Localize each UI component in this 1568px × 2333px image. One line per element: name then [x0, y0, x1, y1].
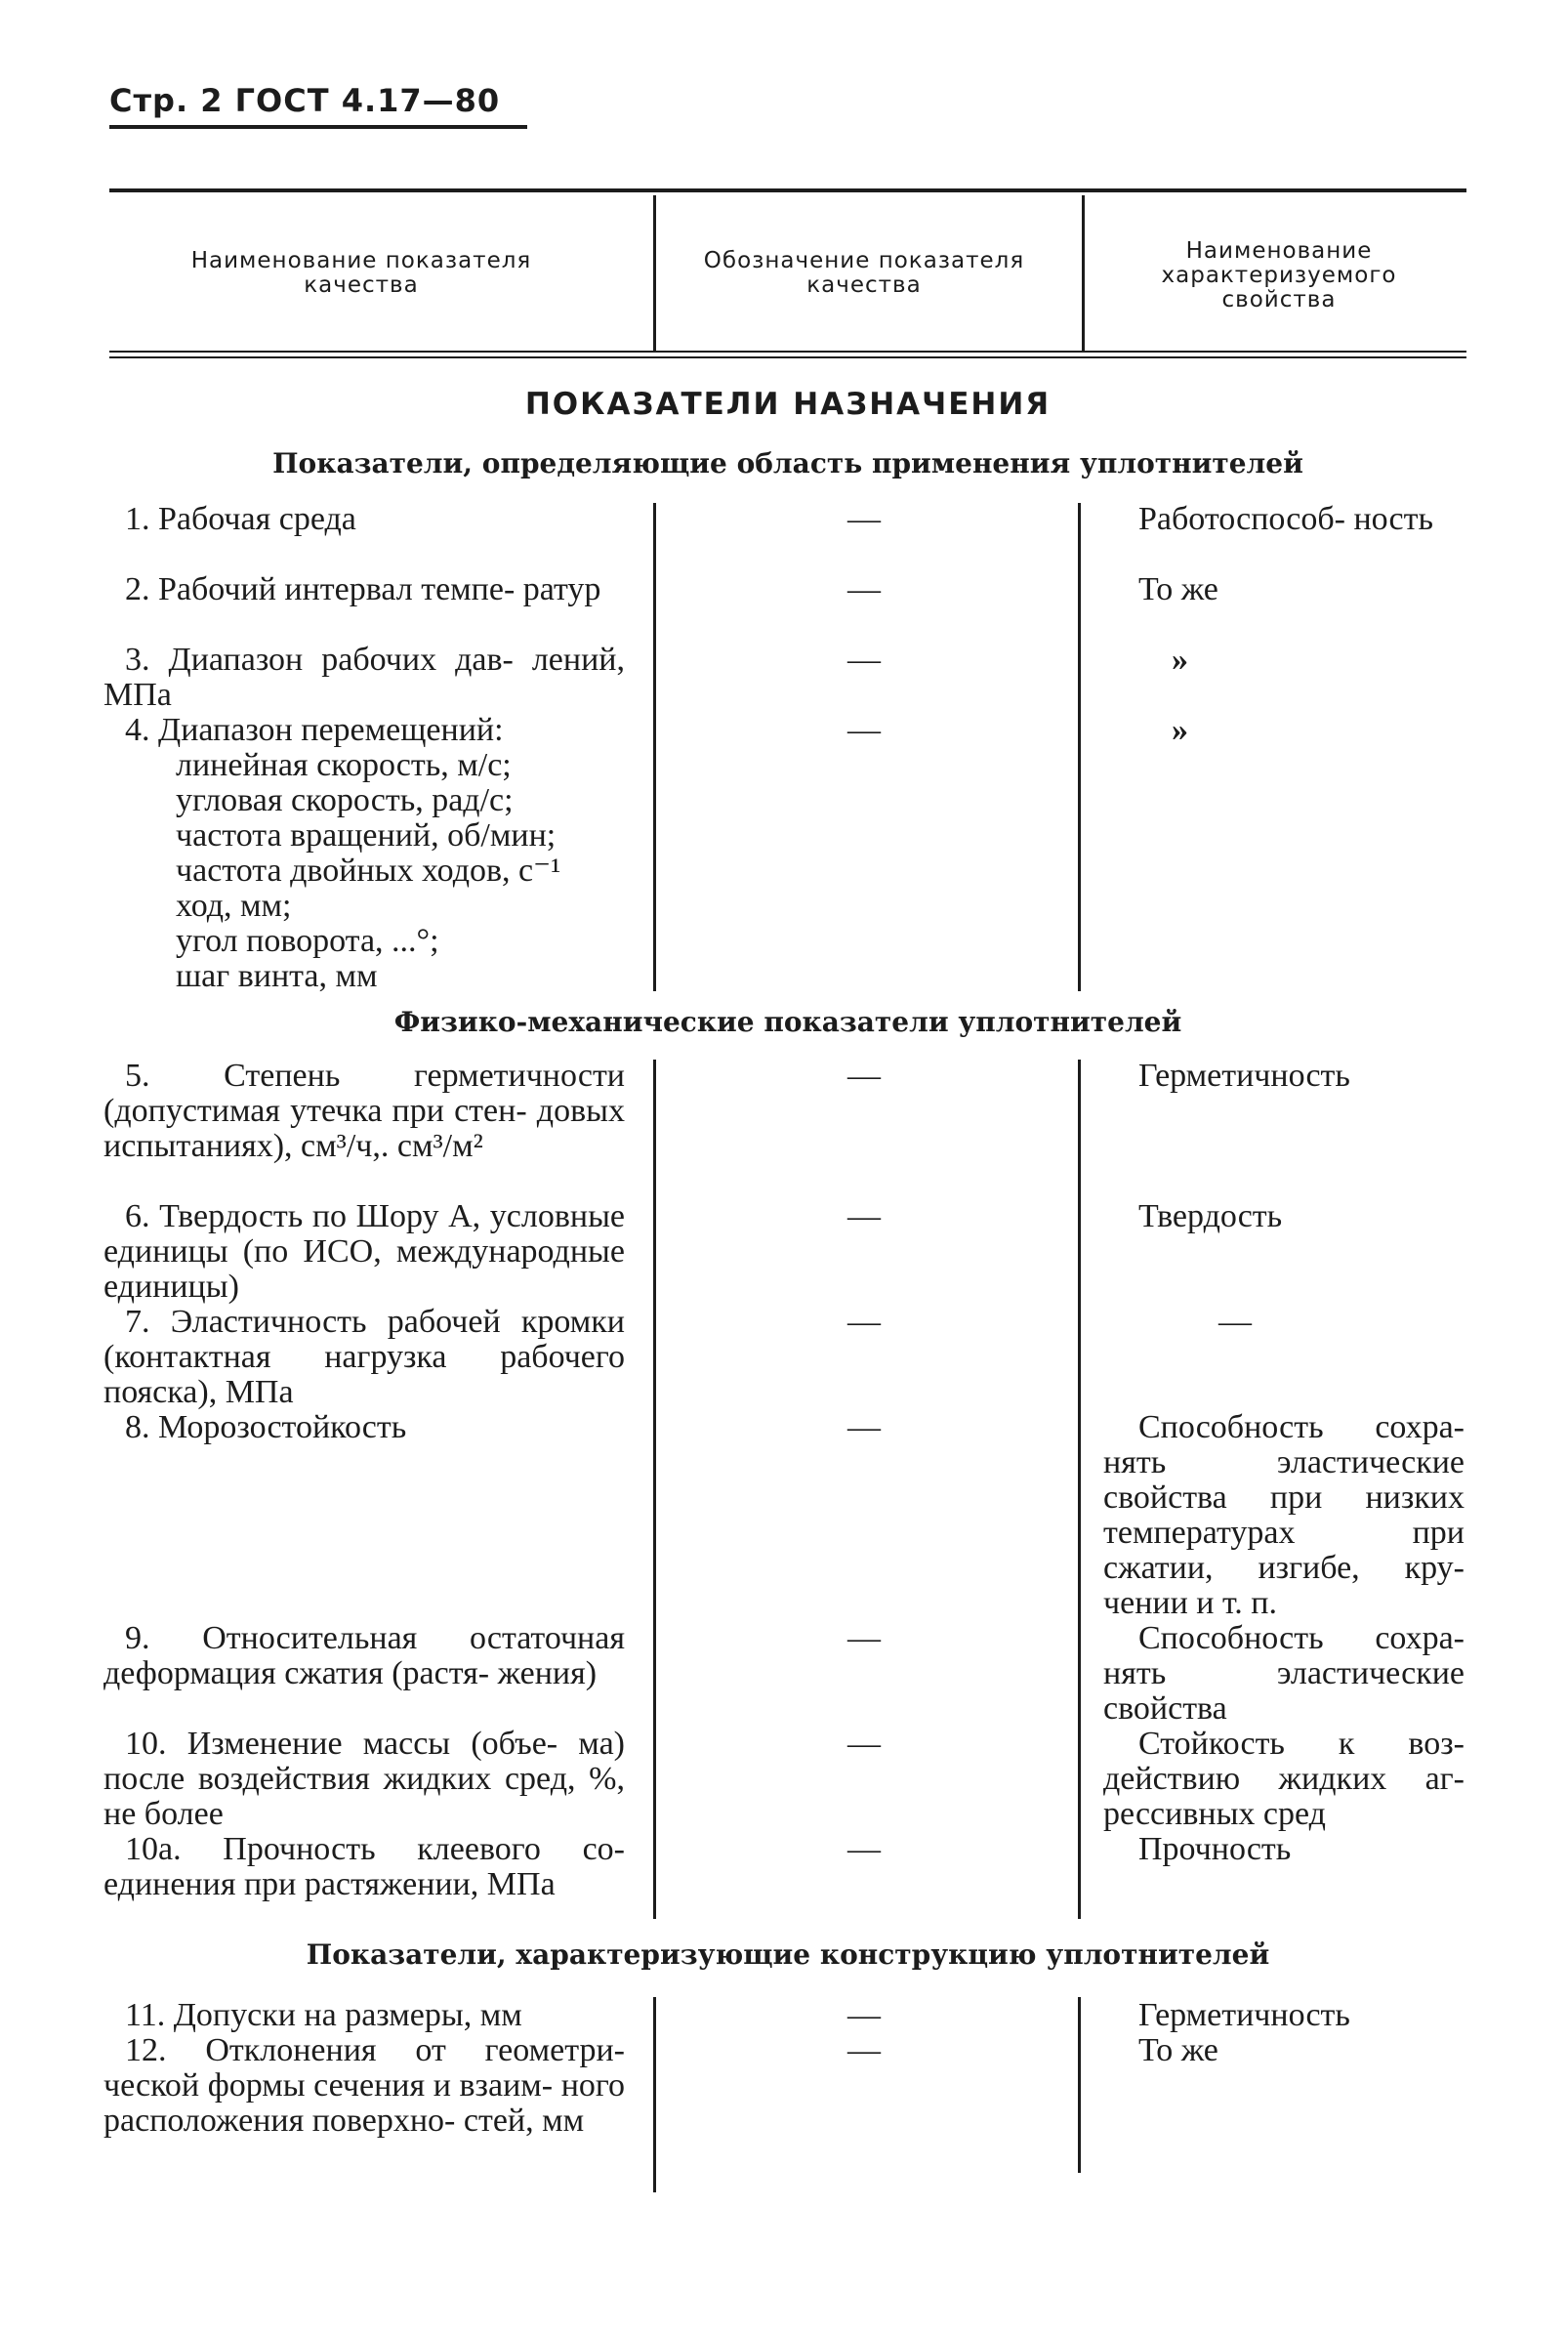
indicator-property: Способность сохра- нять эластические свойства: [1103, 1620, 1465, 1727]
indicator-designation: —: [847, 1620, 881, 1656]
indicator-name: 1. Рабочая среда: [125, 501, 356, 537]
indicator-designation: —: [847, 501, 881, 537]
movement-subitem: угол поворота, ...°;: [176, 923, 439, 959]
header-column-divider: [653, 195, 656, 352]
indicator-designation: —: [847, 1409, 881, 1445]
indicator-designation: —: [847, 1058, 881, 1094]
movement-subitem: шаг винта, мм: [176, 958, 378, 994]
indicator-name: 10. Изменение массы (объе- ма) после воздействия жидких сред, %, не более: [103, 1726, 625, 1832]
movement-subitem: частота двойных ходов, с⁻¹: [176, 853, 561, 889]
indicator-designation: —: [847, 642, 881, 678]
indicator-designation: —: [847, 1831, 881, 1867]
indicator-name: 12. Отклонения от геометри- ческой формы сечения и взаим- ного расположения поверхно- стей, мм: [103, 2032, 625, 2139]
indicator-designation: —: [847, 1304, 881, 1340]
indicator-property: Герметичность: [1138, 1058, 1350, 1094]
section-title: Показатели, определяющие область применения уплотнителей: [272, 447, 1303, 479]
indicator-name: 6. Твердость по Шору А, условные единицы (по ИСО, международные единицы): [103, 1198, 625, 1305]
header-column-divider: [1082, 195, 1085, 352]
indicator-name: 4. Диапазон перемещений: линейная скорость, м/с; угловая скорость, рад/с; частота вращений, об/мин; частота двойных ходов, с⁻¹ ход, мм; угол поворота, ...°; шаг винта, мм: [103, 713, 625, 994]
indicator-name: 8. Морозостойкость: [125, 1409, 407, 1445]
indicator-designation: —: [847, 1198, 881, 1234]
indicator-property: —: [1218, 1304, 1252, 1340]
column-header-designation: Обозначение показателя качества: [703, 248, 1025, 298]
movement-subitem: частота вращений, об/мин;: [176, 817, 557, 854]
indicator-property: Стойкость к воз- действию жидких аг- рессивных сред: [1103, 1726, 1465, 1832]
indicator-property: »: [1172, 712, 1188, 748]
column-divider: [1078, 1060, 1081, 1919]
indicator-name: 10а. Прочность клеевого со- единения при растяжении, МПа: [103, 1831, 625, 1902]
indicator-designation: —: [847, 712, 881, 748]
movement-subitem: линейная скорость, м/с;: [176, 747, 512, 783]
indicator-designation: —: [847, 571, 881, 607]
indicator-property: Работоспособ- ность: [1138, 501, 1433, 537]
indicator-property: Прочность: [1138, 1831, 1292, 1867]
column-divider: [653, 503, 656, 991]
column-divider: [653, 1997, 656, 2192]
indicator-property: То же: [1138, 2032, 1218, 2068]
indicator-designation: —: [847, 1997, 881, 2033]
purpose-indicators-title: ПОКАЗАТЕЛИ НАЗНАЧЕНИЯ: [524, 387, 1052, 422]
column-divider: [1078, 1997, 1081, 2173]
header-bottom-rule: [109, 356, 1466, 358]
page-header: Стр. 2 ГОСТ 4.17—80: [109, 82, 501, 119]
column-header-property: Наименование характеризуемого свойства: [1161, 238, 1397, 312]
indicator-name: 11. Допуски на размеры, мм: [125, 1997, 522, 2033]
header-bottom-rule: [109, 351, 1466, 353]
indicator-designation: —: [847, 2032, 881, 2068]
movement-subitem: ход, мм;: [176, 888, 292, 924]
indicator-property: Способность сохра- нять эластические свойства при низких температурах при сжатии, изгибе, кру- чении и т. п.: [1103, 1409, 1465, 1621]
indicator-name: 7. Эластичность рабочей кромки (контактная нагрузка рабочего пояска), МПа: [103, 1304, 625, 1410]
indicator-name: 5. Степень герметичности (допустимая утечка при стен- довых испытаниях), см³/ч,. см³/м²: [103, 1058, 625, 1164]
indicator-name: 3. Диапазон рабочих дав- лений, МПа: [103, 642, 625, 713]
indicator-property: »: [1172, 642, 1188, 678]
column-divider: [1078, 503, 1081, 991]
table-top-rule: [109, 188, 1466, 192]
indicator-name: 2. Рабочий интервал темпе- ратур: [125, 571, 601, 607]
indicator-designation: —: [847, 1726, 881, 1762]
section-title: Показатели, характеризующие конструкцию уплотнителей: [306, 1938, 1270, 1971]
header-underline: [109, 125, 527, 129]
section-title: Физико-механические показатели уплотнителей: [393, 1006, 1182, 1038]
indicator-property: То же: [1138, 571, 1218, 607]
column-header-name: Наименование показателя качества: [190, 248, 532, 298]
column-divider: [653, 1060, 656, 1919]
movement-subitem: угловая скорость, рад/с;: [176, 782, 514, 818]
indicator-name: 9. Относительная остаточная деформация сжатия (растя- жения): [103, 1620, 625, 1691]
indicator-property: Твердость: [1138, 1198, 1283, 1234]
indicator-property: Герметичность: [1138, 1997, 1350, 2033]
